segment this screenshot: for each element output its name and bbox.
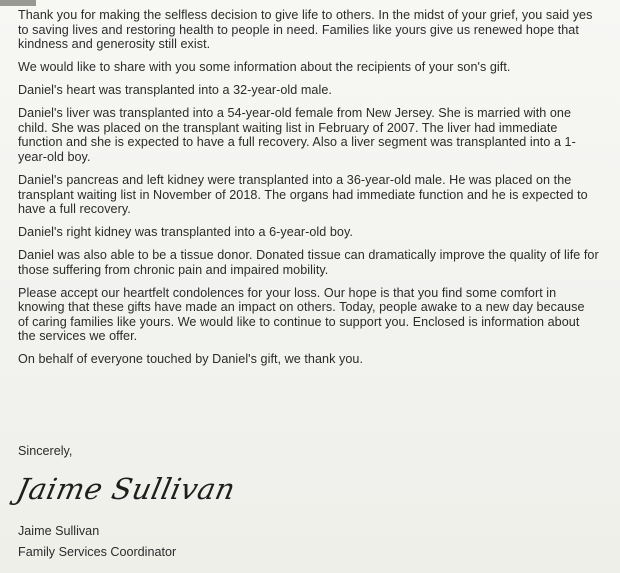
- closing-sincerely: Sincerely,: [18, 444, 73, 458]
- paper-edge-shadow: [0, 0, 36, 6]
- paragraph-pancreas-kidney-recipient: [18, 173, 620, 217]
- signer-name: Jaime Sullivan: [18, 524, 100, 538]
- paragraph-thank-you: [18, 8, 620, 52]
- handwritten-signature: Jaime Sullivan: [13, 472, 239, 506]
- text-line: function and she is expected to have a full recovery. Also a liver segment was transplanted into a 1-: [18, 135, 576, 150]
- text-line: Thank you for making the selfless decision to give life to others. In the midst of your grief, you said yes: [18, 8, 593, 22]
- paragraph-thanks: [18, 352, 620, 367]
- text-line: kindness and generosity still exist.: [18, 37, 211, 52]
- text-line: child. She was placed on the transplant waiting list in February of 2007. The liver had immediate: [18, 120, 558, 135]
- text-line: of caring families like yours. We would like to continue to support you. Enclosed is information about: [18, 314, 580, 329]
- paragraph-condolences: [18, 286, 620, 344]
- text-line: We would like to share with you some information about the recipients of your son's gift.: [18, 60, 511, 75]
- paragraph-tissue-donor: [18, 248, 620, 277]
- text-line: knowing that these gifts have made an impact on others. Today, people awake to a new day because: [18, 300, 585, 315]
- text-line: year-old boy.: [18, 149, 91, 164]
- text-line: to saving lives and restoring health to people in need. Families like yours give us renewed hope that: [18, 22, 579, 37]
- text-line: transplant waiting list in November of 2018. The organs had immediate function and he is expected to: [18, 187, 588, 202]
- paragraph-liver-recipient: [18, 106, 620, 164]
- signer-title: Family Services Coordinator: [18, 545, 177, 559]
- text-line: those suffering from chronic pain and impaired mobility.: [18, 262, 329, 277]
- paragraph-right-kidney-recipient: [18, 225, 620, 240]
- letter-body: [18, 8, 620, 367]
- text-line: Daniel's liver was transplanted into a 54-year-old female from New Jersey. She is married with one: [18, 106, 572, 121]
- text-line: On behalf of everyone touched by Daniel's gift, we thank you.: [18, 352, 363, 367]
- text-line: Please accept our heartfelt condolences for your loss. Our hope is that you find some comfort in: [18, 285, 557, 300]
- text-line: the services we offer.: [18, 329, 138, 344]
- paragraph-heart-recipient: [18, 83, 620, 98]
- text-line: Daniel's heart was transplanted into a 32-year-old male.: [18, 83, 332, 98]
- paragraph-share-information: [18, 60, 620, 75]
- text-line: Daniel's pancreas and left kidney were transplanted into a 36-year-old male. He was placed on the: [18, 172, 572, 187]
- text-line: Daniel's right kidney was transplanted into a 6-year-old boy.: [18, 225, 353, 240]
- text-line: Daniel was also able to be a tissue donor. Donated tissue can dramatically improve the quality of life for: [18, 248, 599, 263]
- text-line: have a full recovery.: [18, 202, 131, 217]
